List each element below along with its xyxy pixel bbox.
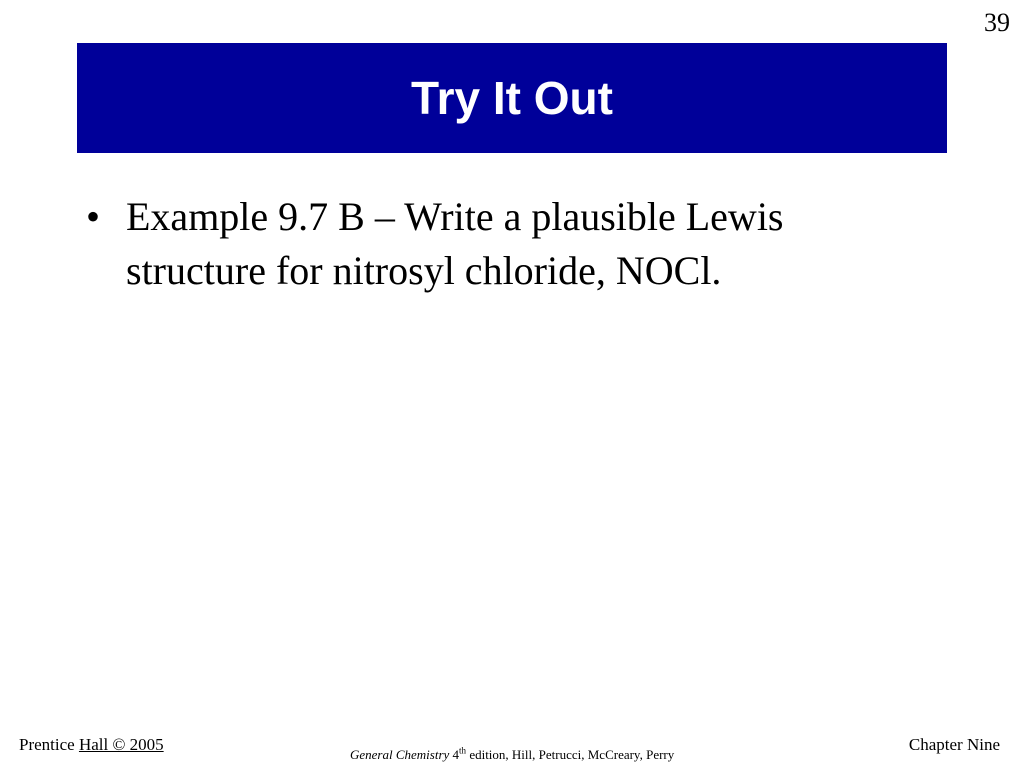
slide-title: Try It Out [411,72,613,124]
slide-number: 39 [984,8,1010,37]
footer-publisher [19,735,164,755]
footer-publisher-prefix: Prentice [19,735,79,754]
bullet-text: Example 9.7 B – Write a plausible Lewis structure for nitrosyl chloride, NOCl. [126,194,784,293]
footer-edition-suffix: th [459,745,467,756]
footer-book-title: General Chemistry [350,747,450,762]
title-bar [77,43,947,153]
footer-chapter: Chapter Nine [908,735,1000,754]
bullet-list [86,190,926,298]
footer-authors: edition, Hill, Petrucci, McCreary, Perry [466,747,675,762]
bullet-marker: • [86,194,101,239]
footer-edition-number: 4 [449,747,460,762]
bullet-item [86,190,926,298]
footer-book-citation [350,747,674,763]
footer-publisher-copyright: Hall © 2005 [78,735,164,754]
